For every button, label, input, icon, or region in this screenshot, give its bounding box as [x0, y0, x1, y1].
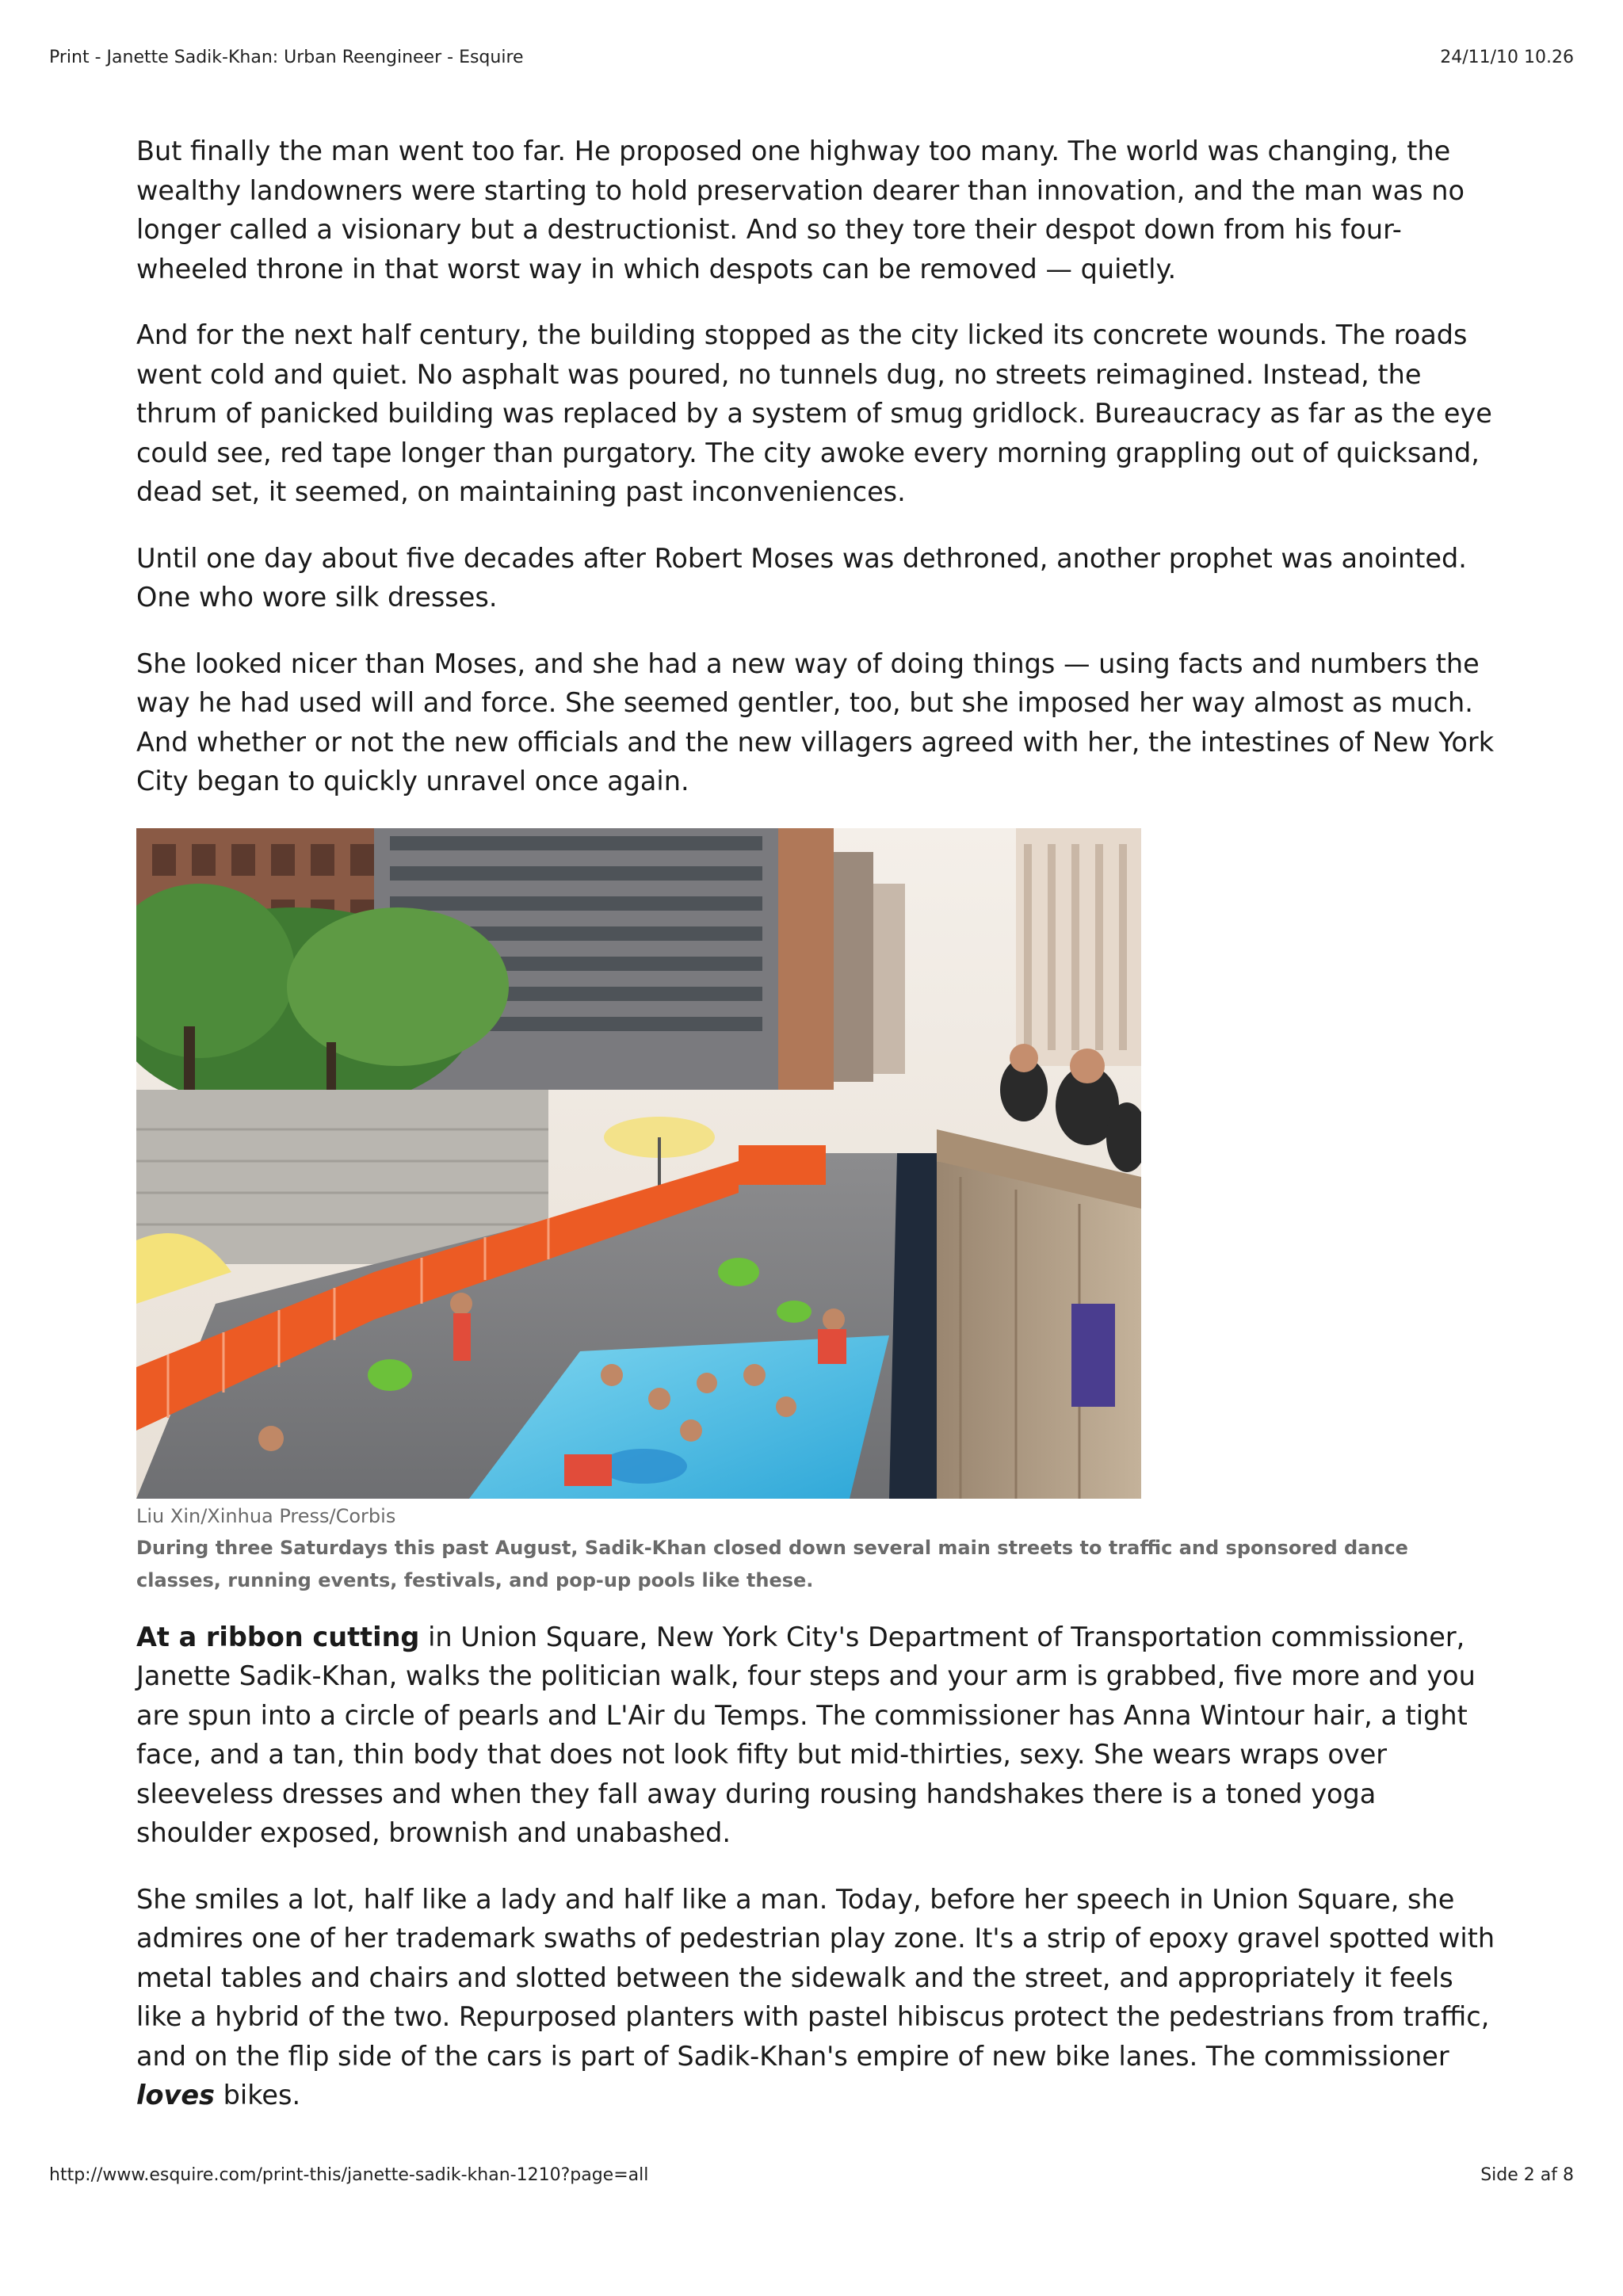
paragraph-text: in Union Square, New York City's Department of Transportation commissioner, Janette Sadik-Khan, walks the politician walk, four steps and your arm is grabbed, five more and you are spun into a circle of pearls and L'Air du Temps. The commissioner has Anna Wintour hair, a tight face, and a tan, thin body that does not look fifty but mid-thirties, sexy. She wears wraps over sleeveless dresses and when they fall away during rousing handshakes there is a toned yoga shoulder exposed, brownish and unabashed. [136, 1621, 1476, 1848]
paragraph [136, 1618, 1499, 1853]
lead-in: At a ribbon cutting [136, 1621, 420, 1652]
paragraph: She looked nicer than Moses, and she had a new way of doing things — using facts and numbers the way he had used will and force. She seemed gentler, too, but she imposed her way almost as much. And whether or not the new officials and the new villagers agreed with her, the intestines of New York City began to quickly unravel once again. [136, 648, 1495, 797]
paragraph [136, 1880, 1499, 2115]
photo-figure [136, 828, 1499, 1597]
paragraph-text: bikes. [215, 2080, 301, 2111]
page-number: Side 2 af 8 [1480, 2165, 1574, 2185]
page-title: Print - Janette Sadik-Khan: Urban Reengineer - Esquire [49, 48, 524, 67]
print-header [49, 48, 1574, 67]
emphasis: loves [136, 2080, 215, 2111]
paragraph: Until one day about five decades after Robert Moses was dethroned, another prophet was anointed. One who wore silk dresses. [136, 542, 1467, 613]
page-url: http://www.esquire.com/print-this/janette-sadik-khan-1210?page=all [49, 2165, 649, 2185]
paragraph-text: She smiles a lot, half like a lady and half like a man. Today, before her speech in Union Square, she admires one of her trademark swaths of pedestrian play zone. It's a strip of epoxy gravel spotted with metal tables and chairs and slotted between the sidewalk and the street, and appropriately it feels like a hybrid of the two. Repurposed planters with pastel hibiscus protect the pedestrians from traffic, and on the flip side of the cars is part of Sadik-Khan's empire of new bike lanes. The commissioner [136, 1883, 1495, 2072]
article-body [136, 132, 1499, 2142]
paragraph: But finally the man went too far. He proposed one highway too many. The world was changing, the wealthy landowners were starting to hold preservation dearer than innovation, and the man was no longer called a visionary but a destructionist. And so they tore their despot down from his four-wheeled throne in that worst way in which despots can be removed — quietly. [136, 136, 1465, 285]
print-footer [49, 2165, 1574, 2185]
photo-caption: During three Saturdays this past August, Sadik-Khan closed down several main streets to traffic and sponsored dance classes, running events, festivals, and pop-up pools like these. [136, 1536, 1408, 1591]
pop-up-pool-photo [136, 828, 1141, 1499]
print-timestamp: 24/11/10 10.26 [1440, 48, 1574, 67]
paragraph: And for the next half century, the building stopped as the city licked its concrete wounds. The roads went cold and quiet. No asphalt was poured, no tunnels dug, no streets reimagined. Instead, the thrum of panicked building was replaced by a system of smug gridlock. Bureaucracy as far as the eye could see, red tape longer than purgatory. The city awoke every morning grappling out of quicksand, dead set, it seemed, on maintaining past inconveniences. [136, 319, 1492, 507]
photo-credit: Liu Xin/Xinhua Press/Corbis [136, 1504, 396, 1527]
